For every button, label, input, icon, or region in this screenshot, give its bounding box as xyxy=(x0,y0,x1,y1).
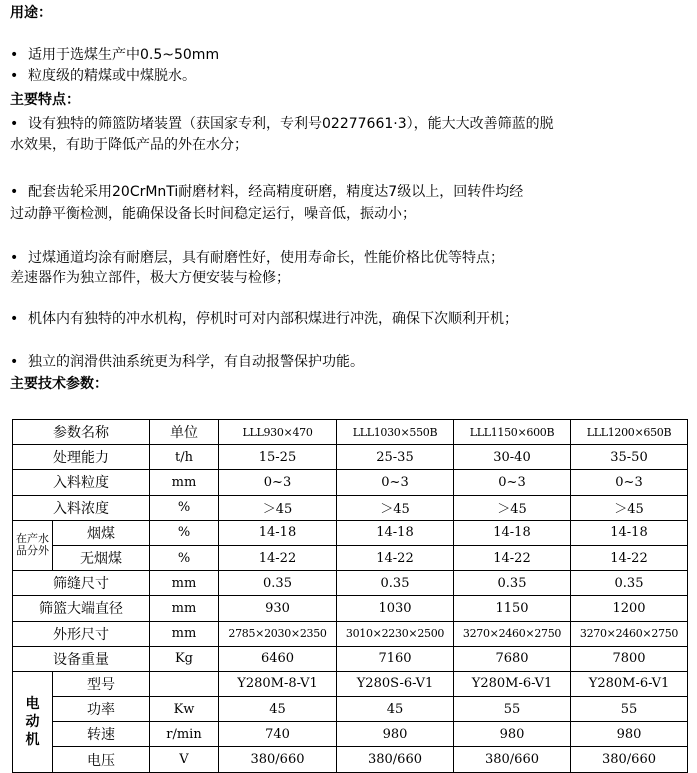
feature-1-line-1: • 设有独特的筛篮防堵装置（获国家专利，专利号02277661·3），能大大改善筛蓝的脱 xyxy=(10,116,554,132)
row-unit: mm xyxy=(150,571,219,596)
feature-5: • 独立的润滑供油系统更为科学，有自动报警保护功能。 xyxy=(10,354,364,370)
table-row xyxy=(13,571,688,596)
row-value: 930 xyxy=(219,596,337,621)
row-value: 980 xyxy=(337,722,454,747)
row-value: Y280S-6-V1 xyxy=(337,671,454,696)
header-unit: 单位 xyxy=(150,420,219,445)
row-name: 入料浓度 xyxy=(13,495,150,520)
row-value: 380/660 xyxy=(454,747,571,772)
feature-3-line-1: • 过煤通道均涂有耐磨层，具有耐磨性好，使用寿命长，性能价格比优等特点； xyxy=(10,250,504,266)
row-value: 14-22 xyxy=(454,545,571,570)
table-row xyxy=(13,671,688,696)
row-unit: % xyxy=(150,520,219,545)
header-model-4: LLL1200×650B xyxy=(571,420,688,445)
row-value: 740 xyxy=(219,722,337,747)
row-value: 0.35 xyxy=(219,571,337,596)
row-value: 0~3 xyxy=(219,470,337,495)
row-name: 无烟煤 xyxy=(53,545,150,570)
row-value: 55 xyxy=(454,697,571,722)
row-value: Y280M-6-V1 xyxy=(454,671,571,696)
row-value: 0.35 xyxy=(337,571,454,596)
row-value: 14-18 xyxy=(571,520,688,545)
row-value: 3270×2460×2750 xyxy=(571,621,688,646)
usage-item-2: • 粒度级的精煤或中煤脱水。 xyxy=(10,68,196,84)
row-unit: Kg xyxy=(150,646,219,671)
row-value: 7800 xyxy=(571,646,688,671)
row-value: 14-22 xyxy=(337,545,454,570)
row-unit: Kw xyxy=(150,697,219,722)
spec-table xyxy=(12,419,688,773)
header-model-1: LLL930×470 xyxy=(219,420,337,445)
row-value: 15-25 xyxy=(219,445,337,470)
bullet-icon: • xyxy=(10,354,19,370)
bullet-icon: • xyxy=(10,68,19,84)
row-value: ＞45 xyxy=(454,495,571,520)
row-name: 转速 xyxy=(53,722,150,747)
row-value: 380/660 xyxy=(337,747,454,772)
row-value: 2785×2030×2350 xyxy=(219,621,337,646)
row-value: 35-50 xyxy=(571,445,688,470)
bullet-icon: • xyxy=(10,250,19,266)
row-value: 1150 xyxy=(454,596,571,621)
feature-2-line-2: 过动静平衡检测，能确保设备长时间稳定运行，噪音低，振动小； xyxy=(10,206,416,222)
row-value: 0.35 xyxy=(571,571,688,596)
table-row xyxy=(13,621,688,646)
row-value: Y280M-6-V1 xyxy=(571,671,688,696)
row-value: Y280M-8-V1 xyxy=(219,671,337,696)
row-name: 电压 xyxy=(53,747,150,772)
row-value: 55 xyxy=(571,697,688,722)
row-value: 1200 xyxy=(571,596,688,621)
feature-4: • 机体内有独特的冲水机构，停机时可对内部积煤进行冲洗，确保下次顺利开机； xyxy=(10,311,518,327)
specs-heading: 主要技术参数： xyxy=(10,376,108,392)
row-value: 380/660 xyxy=(571,747,688,772)
row-value: 7160 xyxy=(337,646,454,671)
table-header-row xyxy=(13,420,688,445)
bullet-icon: • xyxy=(10,116,19,132)
row-value: 3010×2230×2500 xyxy=(337,621,454,646)
bullet-icon: • xyxy=(10,184,19,200)
row-value: 980 xyxy=(571,722,688,747)
bullet-icon: • xyxy=(10,47,19,63)
feature-2-line-1: • 配套齿轮采用20CrMnTi耐磨材料，经高精度研磨，精度达7级以上，回转件均经 xyxy=(10,184,524,200)
row-value: 7680 xyxy=(454,646,571,671)
row-name: 型号 xyxy=(53,671,150,696)
header-model-3: LLL1150×600B xyxy=(454,420,571,445)
table-row xyxy=(13,445,688,470)
row-value: 3270×2460×2750 xyxy=(454,621,571,646)
row-name: 功率 xyxy=(53,697,150,722)
features-heading: 主要特点： xyxy=(10,92,80,108)
table-row xyxy=(13,545,688,570)
row-value: ＞45 xyxy=(337,495,454,520)
header-model-2: LLL1030×550B xyxy=(337,420,454,445)
row-value: 14-22 xyxy=(219,545,337,570)
row-value: 45 xyxy=(337,697,454,722)
row-unit: mm xyxy=(150,621,219,646)
row-unit: % xyxy=(150,495,219,520)
table-row xyxy=(13,697,688,722)
row-value: 14-18 xyxy=(219,520,337,545)
table-row xyxy=(13,747,688,772)
row-name: 筛篮大端直径 xyxy=(13,596,150,621)
row-unit: mm xyxy=(150,596,219,621)
table-row xyxy=(13,722,688,747)
row-name: 外形尺寸 xyxy=(13,621,150,646)
row-value: 980 xyxy=(454,722,571,747)
row-name: 入料粒度 xyxy=(13,470,150,495)
row-value: 45 xyxy=(219,697,337,722)
row-value: 0~3 xyxy=(571,470,688,495)
table-row xyxy=(13,596,688,621)
row-value: 30-40 xyxy=(454,445,571,470)
row-name: 烟煤 xyxy=(53,520,150,545)
row-unit: r/min xyxy=(150,722,219,747)
row-name: 处理能力 xyxy=(13,445,150,470)
row-unit xyxy=(150,671,219,696)
usage-item-1: • 适用于选煤生产中0.5~50mm xyxy=(10,47,220,63)
row-value: ＞45 xyxy=(571,495,688,520)
row-unit: % xyxy=(150,545,219,570)
row-value: 14-18 xyxy=(454,520,571,545)
header-param-name: 参数名称 xyxy=(13,420,150,445)
row-unit: mm xyxy=(150,470,219,495)
row-value: 0~3 xyxy=(454,470,571,495)
row-value: 14-18 xyxy=(337,520,454,545)
row-name: 筛缝尺寸 xyxy=(13,571,150,596)
motor-group-label: 电动机 xyxy=(13,671,53,772)
row-value: 6460 xyxy=(219,646,337,671)
row-name: 设备重量 xyxy=(13,646,150,671)
table-row xyxy=(13,470,688,495)
table-row xyxy=(13,646,688,671)
row-value: ＞45 xyxy=(219,495,337,520)
feature-3-line-2: 差速器作为独立部件，极大方便安装与检修； xyxy=(10,270,290,286)
row-unit: V xyxy=(150,747,219,772)
bullet-icon: • xyxy=(10,311,19,327)
row-value: 14-22 xyxy=(571,545,688,570)
usage-heading: 用途： xyxy=(10,5,52,21)
moisture-group-label: 在产水品分外 xyxy=(13,520,53,570)
row-value: 25-35 xyxy=(337,445,454,470)
row-value: 380/660 xyxy=(219,747,337,772)
row-unit: t/h xyxy=(150,445,219,470)
row-value: 1030 xyxy=(337,596,454,621)
table-row xyxy=(13,495,688,520)
row-value: 0~3 xyxy=(337,470,454,495)
feature-1-line-2: 水效果，有助于降低产品的外在水分； xyxy=(10,137,248,153)
row-value: 0.35 xyxy=(454,571,571,596)
table-row xyxy=(13,520,688,545)
